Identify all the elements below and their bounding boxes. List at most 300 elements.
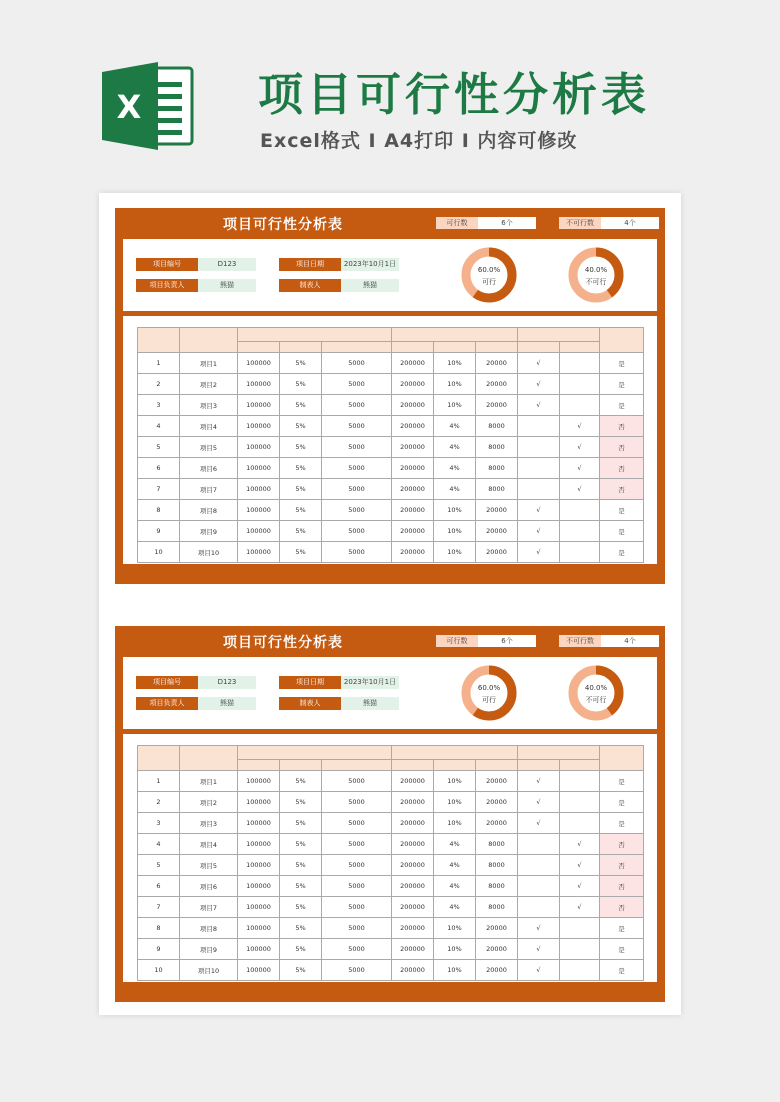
cell-dec[interactable] (560, 353, 600, 374)
cell-invest[interactable]: 200000 (392, 939, 434, 960)
cell-rate2[interactable]: 10% (434, 521, 476, 542)
cell-rate1[interactable]: 5% (280, 437, 322, 458)
cell-rate1[interactable]: 5% (280, 542, 322, 563)
header-rate-before (280, 342, 322, 353)
page-subtitle: Excel格式 I A4打印 I 内容可修改 (260, 130, 578, 152)
cell-dec[interactable] (560, 395, 600, 416)
cell-invest[interactable]: 200000 (392, 876, 434, 897)
cell-name[interactable]: 项目5 (180, 855, 238, 876)
cell-invest[interactable]: 200000 (392, 897, 434, 918)
cell-ok[interactable]: 是 (600, 374, 644, 395)
date-label: 项目日期 (279, 258, 341, 271)
feasible-count-value: 6个 (478, 217, 536, 229)
cell-inc[interactable] (518, 897, 560, 918)
owner-row (136, 697, 256, 710)
cell-principal[interactable]: 100000 (238, 542, 280, 563)
header-before (238, 746, 392, 760)
cell-profit2[interactable]: 20000 (476, 813, 518, 834)
cell-ok[interactable]: 是 (600, 542, 644, 563)
cell-name[interactable]: 项目10 (180, 960, 238, 981)
cell-rate2[interactable]: 4% (434, 876, 476, 897)
cell-profit1[interactable]: 5000 (322, 813, 392, 834)
date-row (279, 676, 399, 689)
cell-invest[interactable]: 200000 (392, 542, 434, 563)
analysis-table (137, 327, 644, 563)
cell-invest[interactable]: 200000 (392, 918, 434, 939)
cell-invest[interactable]: 200000 (392, 416, 434, 437)
cell-name[interactable]: 项目6 (180, 876, 238, 897)
cell-principal[interactable]: 100000 (238, 771, 280, 792)
cell-inc[interactable] (518, 416, 560, 437)
cell-principal[interactable]: 100000 (238, 897, 280, 918)
cell-name[interactable]: 项目6 (180, 458, 238, 479)
cell-profit1[interactable]: 5000 (322, 416, 392, 437)
cell-principal[interactable]: 100000 (238, 458, 280, 479)
cell-ok[interactable]: 否 (600, 855, 644, 876)
cell-no[interactable]: 5 (138, 437, 180, 458)
cell-dec[interactable] (560, 960, 600, 981)
cell-inc[interactable]: √ (518, 521, 560, 542)
cell-ok[interactable]: 否 (600, 416, 644, 437)
cell-principal[interactable]: 100000 (238, 855, 280, 876)
cell-rate2[interactable]: 4% (434, 479, 476, 500)
cell-invest[interactable]: 200000 (392, 792, 434, 813)
cell-profit1[interactable]: 5000 (322, 500, 392, 521)
cell-no[interactable]: 10 (138, 960, 180, 981)
cell-name[interactable]: 项目8 (180, 918, 238, 939)
cell-rate1[interactable]: 5% (280, 353, 322, 374)
cell-profit2[interactable]: 8000 (476, 855, 518, 876)
cell-rate1[interactable]: 5% (280, 813, 322, 834)
maker-value[interactable]: 熊猫 (341, 697, 399, 710)
table-row (138, 876, 644, 897)
donut-chart (458, 662, 520, 724)
cell-rate2[interactable]: 10% (434, 395, 476, 416)
cell-profit2[interactable]: 8000 (476, 876, 518, 897)
date-value[interactable]: 2023年10月1日 (341, 258, 399, 271)
cell-invest[interactable]: 200000 (392, 479, 434, 500)
cell-profit2[interactable]: 8000 (476, 834, 518, 855)
cell-name[interactable]: 项目1 (180, 353, 238, 374)
donut-label: 不可行 (585, 696, 607, 704)
project-no-value[interactable]: D123 (198, 258, 256, 271)
cell-no[interactable]: 3 (138, 395, 180, 416)
cell-principal[interactable]: 100000 (238, 500, 280, 521)
cell-inc[interactable] (518, 479, 560, 500)
cell-inc[interactable]: √ (518, 771, 560, 792)
cell-name[interactable]: 项目2 (180, 374, 238, 395)
cell-ok[interactable]: 是 (600, 918, 644, 939)
cell-inc[interactable]: √ (518, 939, 560, 960)
cell-inc[interactable]: √ (518, 374, 560, 395)
cell-name[interactable]: 项目3 (180, 813, 238, 834)
cell-name[interactable]: 项目5 (180, 437, 238, 458)
cell-rate1[interactable]: 5% (280, 458, 322, 479)
cell-ok[interactable]: 是 (600, 792, 644, 813)
cell-rate1[interactable]: 5% (280, 479, 322, 500)
cell-profit1[interactable]: 5000 (322, 771, 392, 792)
infeasible-count-label: 不可行数 (559, 635, 601, 647)
cell-profit1[interactable]: 5000 (322, 918, 392, 939)
cell-principal[interactable]: 100000 (238, 437, 280, 458)
cell-no[interactable]: 6 (138, 876, 180, 897)
cell-ok[interactable]: 否 (600, 834, 644, 855)
cell-name[interactable]: 项目4 (180, 834, 238, 855)
cell-ok[interactable]: 否 (600, 458, 644, 479)
header-no (138, 328, 180, 353)
cell-rate1[interactable]: 5% (280, 855, 322, 876)
table-row (138, 416, 644, 437)
svg-text:X: X (116, 88, 142, 126)
cell-principal[interactable]: 100000 (238, 813, 280, 834)
cell-rate1[interactable]: 5% (280, 939, 322, 960)
cell-invest[interactable]: 200000 (392, 960, 434, 981)
cell-rate2[interactable]: 10% (434, 353, 476, 374)
header-rate-before (280, 760, 322, 771)
cell-profit1[interactable]: 5000 (322, 458, 392, 479)
cell-rate2[interactable]: 4% (434, 458, 476, 479)
table-row (138, 960, 644, 981)
analysis-table (137, 745, 644, 981)
date-value[interactable]: 2023年10月1日 (341, 676, 399, 689)
cell-profit2[interactable]: 20000 (476, 353, 518, 374)
table-row (138, 395, 644, 416)
feasible-count-label: 可行数 (436, 217, 478, 229)
feasible-donut (458, 244, 520, 306)
table-panel (123, 316, 657, 564)
header-result (518, 746, 600, 760)
cell-ok[interactable]: 否 (600, 437, 644, 458)
cell-dec[interactable] (560, 792, 600, 813)
cell-profit2[interactable]: 20000 (476, 918, 518, 939)
project-no-label: 项目编号 (136, 676, 198, 689)
header-principal (238, 760, 280, 771)
cell-rate1[interactable]: 5% (280, 771, 322, 792)
header-profit-after (476, 342, 518, 353)
header-content (180, 328, 238, 353)
header-dec (560, 342, 600, 353)
cell-dec[interactable]: √ (560, 855, 600, 876)
table-row (138, 939, 644, 960)
cell-ok[interactable]: 是 (600, 813, 644, 834)
maker-value[interactable]: 熊猫 (341, 279, 399, 292)
cell-no[interactable]: 7 (138, 479, 180, 500)
cell-no[interactable]: 8 (138, 500, 180, 521)
cell-ok[interactable]: 否 (600, 479, 644, 500)
owner-label: 项目负责人 (136, 279, 198, 292)
cell-profit1[interactable]: 5000 (322, 939, 392, 960)
cell-dec[interactable]: √ (560, 876, 600, 897)
cell-inc[interactable]: √ (518, 395, 560, 416)
cell-principal[interactable]: 100000 (238, 792, 280, 813)
cell-principal[interactable]: 100000 (238, 353, 280, 374)
cell-dec[interactable] (560, 374, 600, 395)
cell-name[interactable]: 项目2 (180, 792, 238, 813)
cell-profit2[interactable]: 8000 (476, 897, 518, 918)
header-dec (560, 760, 600, 771)
cell-profit2[interactable]: 20000 (476, 374, 518, 395)
cell-ok[interactable]: 否 (600, 897, 644, 918)
cell-inc[interactable]: √ (518, 960, 560, 981)
cell-rate2[interactable]: 4% (434, 437, 476, 458)
cell-profit1[interactable]: 5000 (322, 521, 392, 542)
table-row (138, 792, 644, 813)
cell-no[interactable]: 10 (138, 542, 180, 563)
cell-dec[interactable] (560, 939, 600, 960)
cell-rate2[interactable]: 10% (434, 939, 476, 960)
donut-chart (565, 244, 627, 306)
cell-profit2[interactable]: 20000 (476, 521, 518, 542)
cell-inc[interactable] (518, 855, 560, 876)
cell-profit1[interactable]: 5000 (322, 834, 392, 855)
cell-ok[interactable]: 是 (600, 771, 644, 792)
sheet-title: 项目可行性分析表 (223, 635, 343, 651)
cell-dec[interactable] (560, 771, 600, 792)
cell-name[interactable]: 项目8 (180, 500, 238, 521)
cell-name[interactable]: 项目9 (180, 939, 238, 960)
cell-name[interactable]: 项目1 (180, 771, 238, 792)
header-profit-before (322, 760, 392, 771)
table-row (138, 374, 644, 395)
sheet-title: 项目可行性分析表 (223, 217, 343, 233)
cell-profit1[interactable]: 5000 (322, 876, 392, 897)
cell-inc[interactable] (518, 876, 560, 897)
cell-rate2[interactable]: 10% (434, 792, 476, 813)
cell-inc[interactable] (518, 437, 560, 458)
feasible-count-value: 6个 (478, 635, 536, 647)
cell-ok[interactable]: 是 (600, 939, 644, 960)
cell-rate1[interactable]: 5% (280, 876, 322, 897)
cell-no[interactable]: 6 (138, 458, 180, 479)
page-title: 项目可行性分析表 (258, 68, 651, 121)
cell-ok[interactable]: 否 (600, 876, 644, 897)
cell-profit2[interactable]: 20000 (476, 500, 518, 521)
cell-principal[interactable]: 100000 (238, 479, 280, 500)
feasible-count (436, 635, 536, 647)
date-label: 项目日期 (279, 676, 341, 689)
maker-label: 制表人 (279, 279, 341, 292)
cell-ok[interactable]: 是 (600, 521, 644, 542)
cell-profit2[interactable]: 8000 (476, 479, 518, 500)
header-inc (518, 760, 560, 771)
cell-invest[interactable]: 200000 (392, 437, 434, 458)
cell-ok[interactable]: 是 (600, 395, 644, 416)
cell-no[interactable]: 7 (138, 897, 180, 918)
cell-ok[interactable]: 是 (600, 353, 644, 374)
cell-profit1[interactable]: 5000 (322, 542, 392, 563)
cell-profit1[interactable]: 5000 (322, 897, 392, 918)
cell-principal[interactable]: 100000 (238, 918, 280, 939)
cell-ok[interactable]: 是 (600, 500, 644, 521)
cell-invest[interactable]: 200000 (392, 374, 434, 395)
cell-no[interactable]: 9 (138, 939, 180, 960)
header-feasible (600, 746, 644, 771)
table-row (138, 918, 644, 939)
cell-name[interactable]: 项目7 (180, 897, 238, 918)
cell-rate1[interactable]: 5% (280, 792, 322, 813)
cell-principal[interactable]: 100000 (238, 876, 280, 897)
table-row (138, 813, 644, 834)
cell-name[interactable]: 项目9 (180, 521, 238, 542)
cell-invest[interactable]: 200000 (392, 813, 434, 834)
cell-no[interactable]: 1 (138, 353, 180, 374)
excel-logo-icon (100, 58, 196, 154)
table-row (138, 458, 644, 479)
cell-no[interactable]: 4 (138, 416, 180, 437)
cell-name[interactable]: 项目10 (180, 542, 238, 563)
infeasible-count-value: 4个 (601, 217, 659, 229)
cell-rate2[interactable]: 4% (434, 897, 476, 918)
cell-inc[interactable]: √ (518, 918, 560, 939)
cell-rate1[interactable]: 5% (280, 395, 322, 416)
donut-percent: 60.0% (477, 684, 501, 692)
owner-value[interactable]: 熊猫 (198, 697, 256, 710)
table-row (138, 771, 644, 792)
cell-profit2[interactable]: 8000 (476, 416, 518, 437)
cell-rate2[interactable]: 10% (434, 374, 476, 395)
table-row (138, 521, 644, 542)
cell-rate1[interactable]: 5% (280, 500, 322, 521)
cell-principal[interactable]: 100000 (238, 960, 280, 981)
table-row (138, 353, 644, 374)
header-invest (392, 342, 434, 353)
cell-profit1[interactable]: 5000 (322, 960, 392, 981)
header-content (180, 746, 238, 771)
header-profit-before (322, 342, 392, 353)
cell-rate2[interactable]: 4% (434, 855, 476, 876)
cell-rate1[interactable]: 5% (280, 834, 322, 855)
maker-row (279, 697, 399, 710)
cell-no[interactable]: 8 (138, 918, 180, 939)
cell-dec[interactable] (560, 500, 600, 521)
cell-dec[interactable]: √ (560, 458, 600, 479)
cell-profit1[interactable]: 5000 (322, 353, 392, 374)
cell-inc[interactable]: √ (518, 500, 560, 521)
cell-rate1[interactable]: 5% (280, 960, 322, 981)
infeasible-donut (565, 662, 627, 724)
cell-inc[interactable]: √ (518, 813, 560, 834)
cell-rate2[interactable]: 10% (434, 771, 476, 792)
cell-invest[interactable]: 200000 (392, 353, 434, 374)
cell-no[interactable]: 5 (138, 855, 180, 876)
cell-no[interactable]: 2 (138, 792, 180, 813)
header-feasible (600, 328, 644, 353)
cell-inc[interactable]: √ (518, 792, 560, 813)
cell-rate1[interactable]: 5% (280, 521, 322, 542)
cell-no[interactable]: 4 (138, 834, 180, 855)
cell-rate2[interactable]: 10% (434, 813, 476, 834)
cell-rate2[interactable]: 10% (434, 542, 476, 563)
cell-rate2[interactable]: 4% (434, 416, 476, 437)
cell-rate2[interactable]: 10% (434, 960, 476, 981)
cell-name[interactable]: 项目4 (180, 416, 238, 437)
cell-profit2[interactable]: 8000 (476, 458, 518, 479)
cell-name[interactable]: 项目3 (180, 395, 238, 416)
cell-dec[interactable]: √ (560, 437, 600, 458)
header-profit-after (476, 760, 518, 771)
cell-invest[interactable]: 200000 (392, 771, 434, 792)
cell-profit2[interactable]: 8000 (476, 437, 518, 458)
cell-dec[interactable] (560, 542, 600, 563)
table-row (138, 500, 644, 521)
cell-invest[interactable]: 200000 (392, 855, 434, 876)
cell-principal[interactable]: 100000 (238, 939, 280, 960)
cell-profit2[interactable]: 20000 (476, 771, 518, 792)
cell-no[interactable]: 1 (138, 771, 180, 792)
cell-rate1[interactable]: 5% (280, 374, 322, 395)
cell-profit2[interactable]: 20000 (476, 395, 518, 416)
cell-invest[interactable]: 200000 (392, 458, 434, 479)
cell-invest[interactable]: 200000 (392, 500, 434, 521)
cell-principal[interactable]: 100000 (238, 374, 280, 395)
owner-label: 项目负责人 (136, 697, 198, 710)
owner-value[interactable]: 熊猫 (198, 279, 256, 292)
header-after (392, 746, 518, 760)
cell-invest[interactable]: 200000 (392, 521, 434, 542)
cell-name[interactable]: 项目7 (180, 479, 238, 500)
cell-profit1[interactable]: 5000 (322, 395, 392, 416)
cell-rate2[interactable]: 10% (434, 918, 476, 939)
cell-principal[interactable]: 100000 (238, 395, 280, 416)
cell-no[interactable]: 2 (138, 374, 180, 395)
cell-no[interactable]: 3 (138, 813, 180, 834)
cell-principal[interactable]: 100000 (238, 416, 280, 437)
project-no-label: 项目编号 (136, 258, 198, 271)
cell-invest[interactable]: 200000 (392, 395, 434, 416)
cell-invest[interactable]: 200000 (392, 834, 434, 855)
header-invest (392, 760, 434, 771)
cell-no[interactable]: 9 (138, 521, 180, 542)
cell-rate2[interactable]: 4% (434, 834, 476, 855)
cell-rate1[interactable]: 5% (280, 416, 322, 437)
cell-dec[interactable]: √ (560, 479, 600, 500)
cell-dec[interactable]: √ (560, 897, 600, 918)
cell-profit1[interactable]: 5000 (322, 437, 392, 458)
cell-dec[interactable] (560, 918, 600, 939)
maker-label: 制表人 (279, 697, 341, 710)
cell-dec[interactable] (560, 813, 600, 834)
cell-profit1[interactable]: 5000 (322, 792, 392, 813)
cell-dec[interactable]: √ (560, 416, 600, 437)
cell-rate1[interactable]: 5% (280, 918, 322, 939)
cell-ok[interactable]: 是 (600, 960, 644, 981)
cell-inc[interactable]: √ (518, 542, 560, 563)
cell-profit2[interactable]: 20000 (476, 939, 518, 960)
cell-rate1[interactable]: 5% (280, 897, 322, 918)
cell-profit2[interactable]: 20000 (476, 792, 518, 813)
project-no-value[interactable]: D123 (198, 676, 256, 689)
cell-inc[interactable] (518, 834, 560, 855)
feasible-count (436, 217, 536, 229)
cell-principal[interactable]: 100000 (238, 521, 280, 542)
infeasible-count (559, 217, 659, 229)
cell-principal[interactable]: 100000 (238, 834, 280, 855)
cell-profit1[interactable]: 5000 (322, 479, 392, 500)
cell-profit2[interactable]: 20000 (476, 542, 518, 563)
table-row (138, 897, 644, 918)
cell-inc[interactable]: √ (518, 353, 560, 374)
cell-profit2[interactable]: 20000 (476, 960, 518, 981)
cell-dec[interactable]: √ (560, 834, 600, 855)
donut-chart (458, 244, 520, 306)
cell-rate2[interactable]: 10% (434, 500, 476, 521)
cell-profit1[interactable]: 5000 (322, 374, 392, 395)
cell-dec[interactable] (560, 521, 600, 542)
cell-profit1[interactable]: 5000 (322, 855, 392, 876)
cell-inc[interactable] (518, 458, 560, 479)
project-no-row (136, 676, 256, 689)
table-row (138, 437, 644, 458)
